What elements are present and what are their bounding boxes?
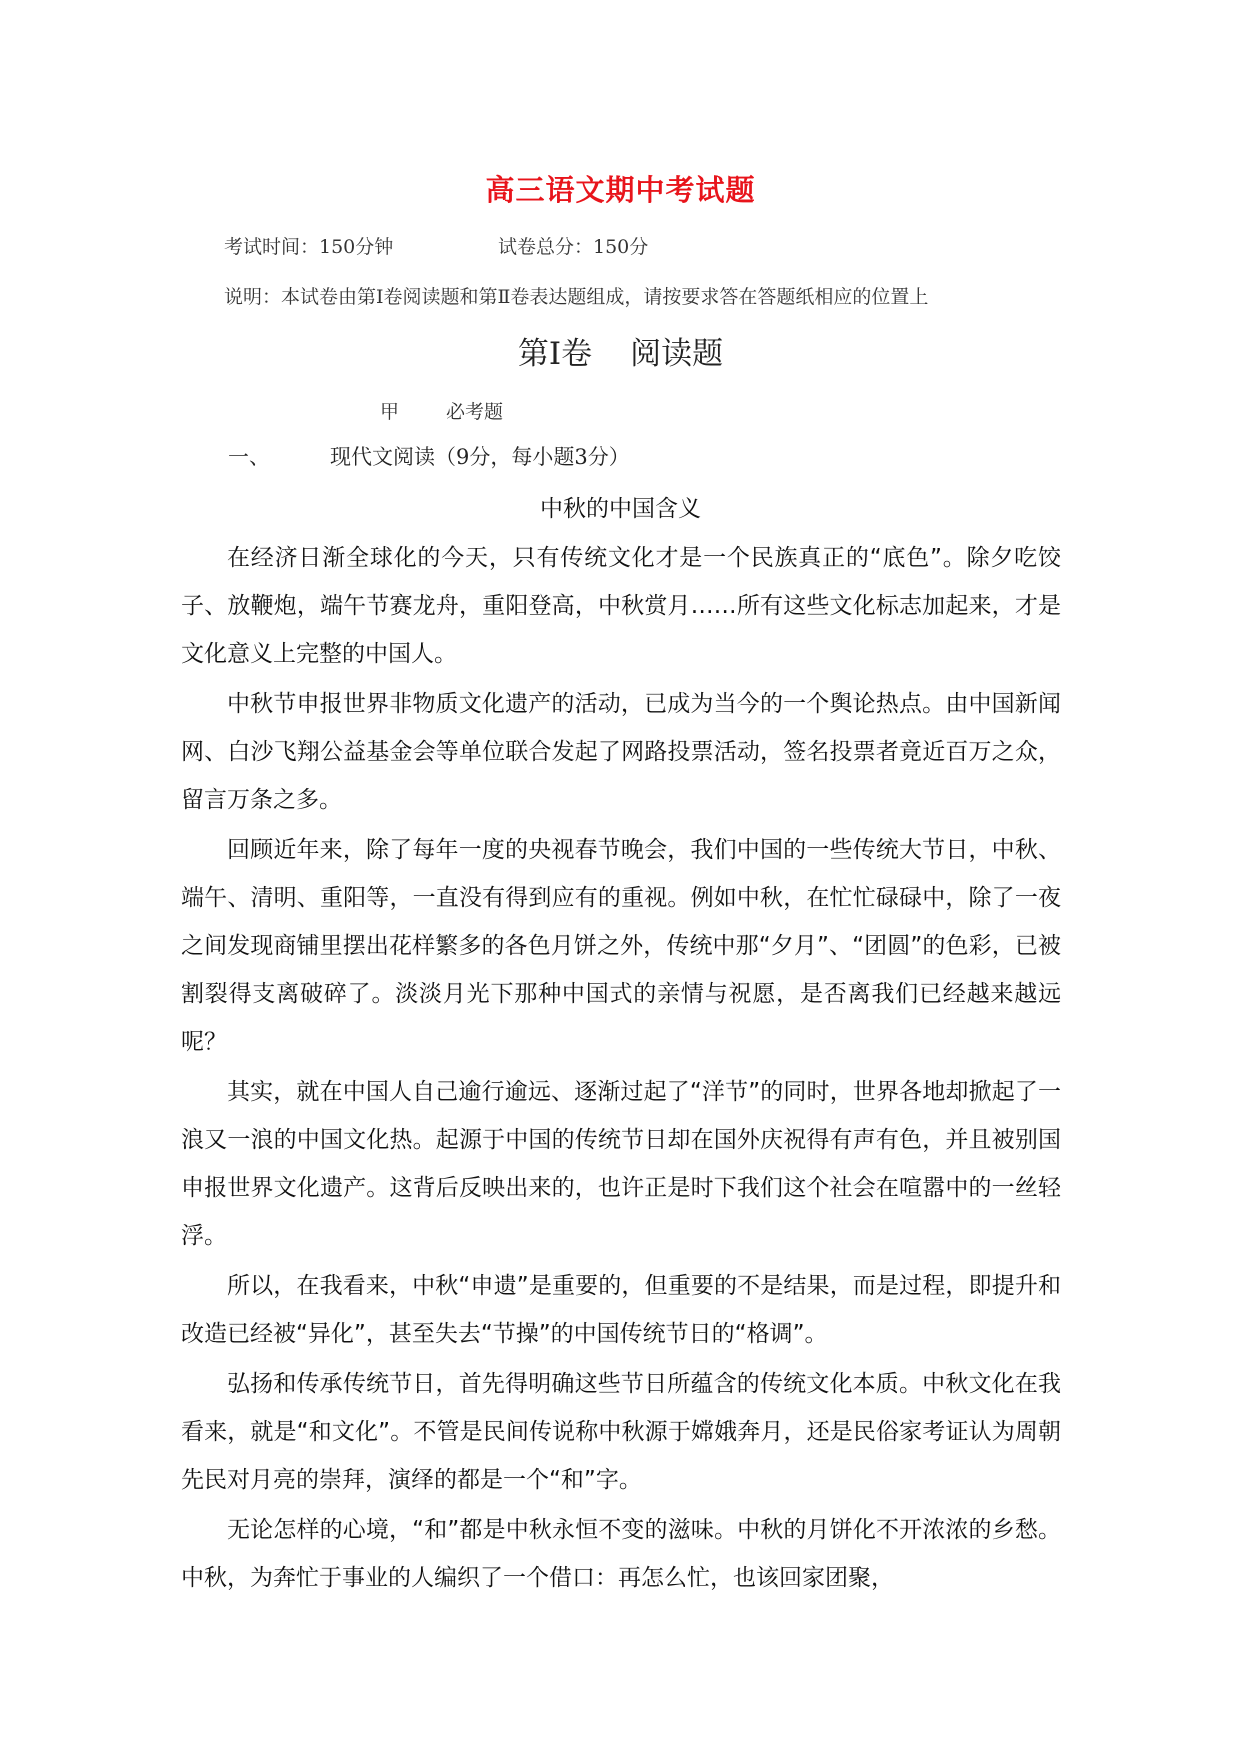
article-paragraph: 在经济日渐全球化的今天，只有传统文化才是一个民族真正的“底色”。除夕吃饺子、放鞭炮，端午节赛龙舟，重阳登高，中秋赏月……所有这些文化标志加起来，才是文化意义上完整的中国人。 [181,545,1061,667]
subpart-label: 甲 [380,401,400,423]
exam-total-score: 试卷总分：150分 [498,236,649,258]
article-body [181,534,1061,1604]
article-title: 中秋的中国含义 [540,496,701,522]
section-title: 现代文阅读（9分，每小题3分） [330,445,630,469]
part-name: 阅读题 [630,336,724,372]
article-paragraph: 回顾近年来，除了每年一度的央视春节晚会，我们中国的一些传统大节日，中秋、端午、清明、重阳等，一直没有得到应有的重视。例如中秋，在忙忙碌碌中，除了一夜之间发现商铺里摆出花样繁多的各色月饼之外，传统中那“夕月”、“团圆”的色彩，已被割裂得支离破碎了。淡淡月光下那种中国式的亲情与祝愿，是否离我们已经越来越远呢？ [181,837,1061,1055]
exam-title: 高三语文期中考试题 [485,173,756,207]
exam-instructions: 说明：本试卷由第Ⅰ卷阅读题和第Ⅱ卷表达题组成，请按要求答在答题纸相应的位置上 [224,286,929,308]
part-label: 第Ⅰ卷 [517,336,593,372]
section-number: 一、 [228,445,270,469]
exam-time: 考试时间：150分钟 [224,236,394,258]
subpart-name: 必考题 [446,401,504,423]
article-paragraph: 中秋节申报世界非物质文化遗产的活动，已成为当今的一个舆论热点。由中国新闻网、白沙飞翔公益基金会等单位联合发起了网路投票活动，签名投票者竟近百万之众，留言万条之多。 [181,691,1061,813]
article-paragraph: 弘扬和传承传统节日，首先得明确这些节日所蕴含的传统文化本质。中秋文化在我看来，就是“和文化”。不管是民间传说称中秋源于嫦娥奔月，还是民俗家考证认为周朝先民对月亮的崇拜，演绎的都是一个“和”字。 [181,1371,1061,1493]
article-paragraph: 所以，在我看来，中秋“申遗”是重要的，但重要的不是结果，而是过程，即提升和改造已经被“异化”，甚至失去“节操”的中国传统节日的“格调”。 [181,1273,1061,1347]
part-heading [0,328,1241,373]
article-paragraph: 其实，就在中国人自己逾行逾远、逐渐过起了“洋节”的同时，世界各地却掀起了一浪又一浪的中国文化热。起源于中国的传统节日却在国外庆祝得有声有色，并且被别国申报世界文化遗产。这背后反映出来的，也许正是时下我们这个社会在喧嚣中的一丝轻浮。 [181,1079,1061,1249]
article-paragraph: 无论怎样的心境，“和”都是中秋永恒不变的滋味。中秋的月饼化不开浓浓的乡愁。中秋，为奔忙于事业的人编织了一个借口：再怎么忙，也该回家团聚， [181,1517,1061,1591]
